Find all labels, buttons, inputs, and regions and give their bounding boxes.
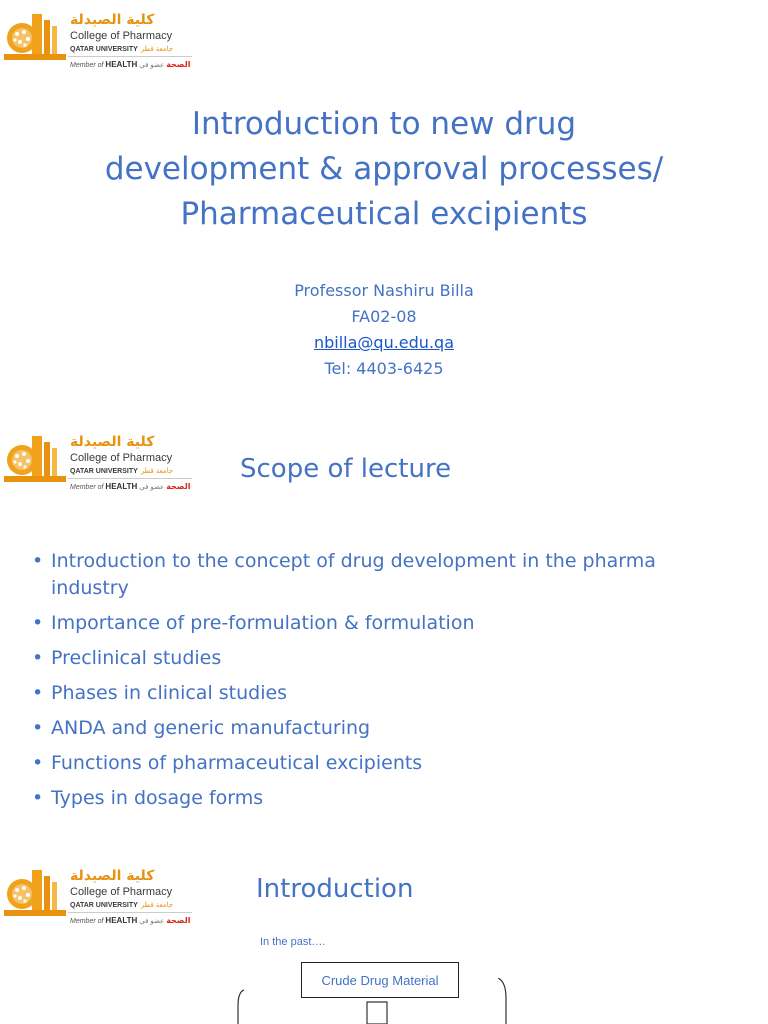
list-item: • Types in dosage forms bbox=[32, 785, 732, 812]
logo-university: QATAR UNIVERSITY جامعة قطر bbox=[70, 468, 174, 475]
logo-university: QATAR UNIVERSITY جامعة قطر bbox=[70, 46, 174, 53]
logo-divider bbox=[68, 56, 192, 57]
logo-divider bbox=[68, 912, 192, 913]
bullet-icon: • bbox=[32, 682, 44, 704]
slide-title bbox=[0, 0, 768, 420]
list-item: • Functions of pharmaceutical excipients bbox=[32, 750, 732, 777]
scope-bullet-list bbox=[32, 548, 732, 820]
college-emblem-icon bbox=[2, 866, 68, 922]
slide-introduction bbox=[0, 838, 768, 1024]
scope-title: Scope of lecture bbox=[240, 454, 452, 484]
logo-member-line: Member of HEALTH الصحة عضو في bbox=[70, 916, 191, 925]
college-logo bbox=[0, 10, 196, 76]
logo-divider bbox=[68, 478, 192, 479]
list-item: • Introduction to the concept of drug development in the pharma industry bbox=[32, 550, 656, 599]
bullet-icon: • bbox=[32, 612, 44, 634]
logo-english-name: College of Pharmacy bbox=[70, 452, 173, 464]
title-line: Pharmaceutical excipients bbox=[180, 196, 588, 232]
logo-english-name: College of Pharmacy bbox=[70, 886, 173, 898]
bullet-icon: • bbox=[32, 550, 44, 572]
list-item: • Phases in clinical studies bbox=[32, 680, 732, 707]
logo-english-name: College of Pharmacy bbox=[70, 30, 173, 42]
slide-main-title bbox=[0, 102, 768, 237]
logo-member-line: Member of HEALTH الصحة عضو في bbox=[70, 482, 191, 491]
right-bracket-curve bbox=[498, 978, 506, 1024]
in-the-past-label: In the past…. bbox=[260, 936, 326, 948]
slide-scope bbox=[0, 430, 768, 834]
office-room: FA02-08 bbox=[351, 307, 417, 326]
logo-university: QATAR UNIVERSITY جامعة قطر bbox=[70, 902, 174, 909]
bullet-icon: • bbox=[32, 752, 44, 774]
logo-arabic-name: كلية الصيدلة bbox=[70, 868, 155, 884]
email-link[interactable]: nbilla@qu.edu.qa bbox=[313, 333, 454, 352]
college-logo bbox=[0, 432, 196, 498]
introduction-title: Introduction bbox=[256, 874, 414, 904]
college-logo bbox=[0, 866, 196, 932]
left-bracket-curve bbox=[238, 990, 244, 1024]
college-emblem-icon bbox=[2, 10, 68, 66]
author-block bbox=[0, 278, 768, 382]
phone-number: Tel: 4403-6425 bbox=[324, 359, 444, 378]
college-emblem-icon bbox=[2, 432, 68, 488]
list-item: • ANDA and generic manufacturing bbox=[32, 715, 732, 742]
bullet-icon: • bbox=[32, 717, 44, 739]
title-line: development & approval processes/ bbox=[104, 151, 664, 187]
bullet-icon: • bbox=[32, 647, 44, 669]
down-arrow-shaft bbox=[367, 1002, 387, 1024]
logo-arabic-name: كلية الصيدلة bbox=[70, 434, 155, 450]
list-item: • Importance of pre-formulation & formulation bbox=[32, 610, 732, 637]
logo-member-line: Member of HEALTH الصحة عضو في bbox=[70, 60, 191, 69]
author-name: Professor Nashiru Billa bbox=[294, 281, 474, 300]
list-item: • Preclinical studies bbox=[32, 645, 732, 672]
bullet-icon: • bbox=[32, 787, 44, 809]
crude-drug-material-box: Crude Drug Material bbox=[301, 962, 459, 998]
title-line: Introduction to new drug bbox=[191, 106, 577, 142]
logo-arabic-name: كلية الصيدلة bbox=[70, 12, 155, 28]
